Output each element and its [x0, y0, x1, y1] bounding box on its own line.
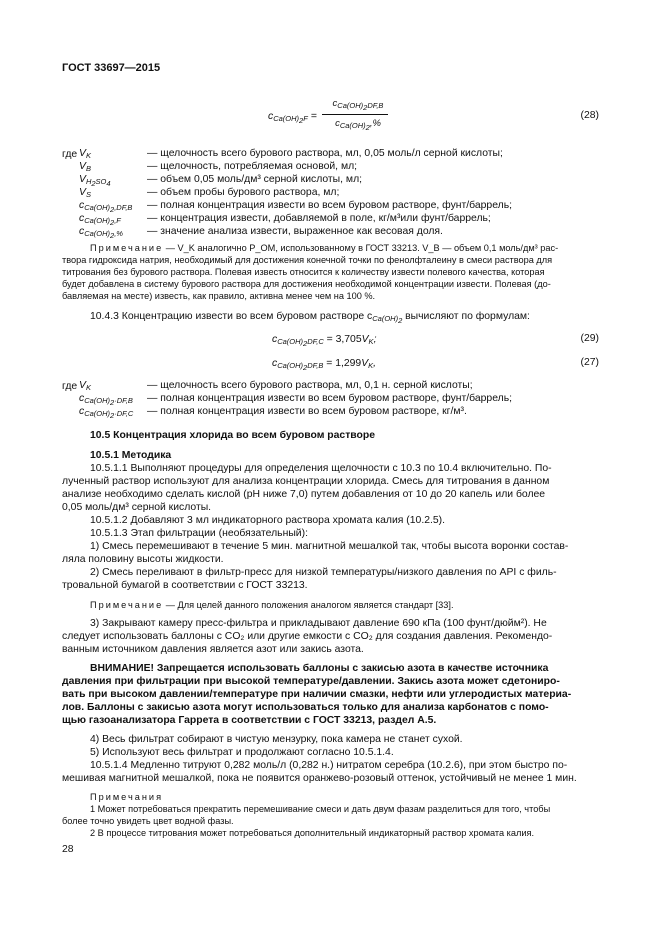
- warning-l4: лов. Баллоны с закисью азота могут использоваться только для анализа карбонатов с помо-: [62, 702, 549, 713]
- def-c-f: — концентрация извести, добавляемой в поле, кг/м³или фунт/баррель;: [147, 213, 491, 224]
- eq28-denominator: $c_{Ca(OH)_2},\%$: [335, 118, 381, 132]
- step2-l1: 2) Смесь переливают в фильтр-пресс для низкой температуры/низкого давления по API с филь-: [90, 567, 557, 578]
- sym-vs: $V_S$: [79, 187, 91, 199]
- note1-line1: Примечание — V_K аналогично P_OM, использованному в ГОСТ 33213. V_B — объем 0,1 моль/дм³ рас-: [90, 243, 559, 253]
- sym-vh2so4: $V_{H_2SO_4}$: [79, 174, 111, 188]
- note1-line3: титрования без бурового раствора. Полевая известь относится к количеству извести полевого качества, которая: [62, 267, 545, 277]
- warning-l2: давления при фильтрации при высокой температуре/давлении. Закись азота может сдетониро-: [62, 676, 560, 687]
- sym-c-pct: $c_{Ca(OH)_2,\%}$: [79, 226, 123, 240]
- para-10-5-1-4-l1: 10.5.1.4 Медленно титруют 0,282 моль/л (0,282 н.) нитратом серебра (10.2.6), при этом быстро по-: [90, 760, 568, 771]
- notes3-item1-l2: более точно увидеть цвет водной фазы.: [62, 816, 234, 826]
- warning-l1: ВНИМАНИЕ! Запрещается использовать баллоны с закисью азота в качестве источника: [90, 663, 549, 674]
- step1-l2: ляла половину высоты жидкости.: [62, 554, 224, 565]
- where-label: где: [62, 149, 78, 160]
- sym-c-f: $c_{Ca(OH)_2,F}$: [79, 213, 121, 227]
- warning-l3: вать при высоком давлении/температуре при наличии смазки, нефти или углеродистых материа-: [62, 689, 572, 700]
- sym-vb: $V_B$: [79, 161, 91, 173]
- sym-vk: $V_K$: [79, 148, 91, 160]
- eq28-fraction-line: [322, 114, 388, 115]
- step5: 5) Используют весь фильтрат и продолжают согласно 10.5.1.4.: [90, 747, 394, 758]
- sym2-c-dfb: $c_{Ca(OH)_2\cdot DF,B}$: [79, 393, 133, 407]
- para-10-4-3: 10.4.3 Концентрацию извести во всем буровом растворе $c_{Ca(OH)_2}$ вычисляют по формулам:: [90, 311, 530, 325]
- para-10-5-1-1-l2: лученный раствор используют для анализа концентрации хлорида. Смесь для титрования в данном: [62, 476, 550, 487]
- eq27-number: (27): [580, 357, 599, 368]
- eq29-number: (29): [580, 333, 599, 344]
- eq27: $c_{Ca(OH)_2DF,B} = 1,299V_K$,: [272, 358, 377, 372]
- eq28-lhs: $c_{Ca(OH)_2F}$ =: [268, 111, 317, 125]
- warning-l5: щью газоанализатора Гаррета в соответствии с ГОСТ 33213, раздел А.5.: [62, 715, 437, 726]
- eq28-numerator: $c_{Ca(OH)_2DF,B}$: [332, 98, 384, 112]
- where2-label: где: [62, 381, 78, 392]
- def2-c-dfc: — полная концентрация извести во всем буровом растворе, кг/м³.: [147, 406, 467, 417]
- para-10-5-1-1-l1: 10.5.1.1 Выполняют процедуры для определения щелочности с 10.3 по 10.4 включительно. По-: [90, 463, 552, 474]
- document-header: ГОСТ 33697—2015: [62, 62, 161, 74]
- notes3-item2: 2 В процессе титрования может потребоваться дополнительный индикаторный раствор хромата калия.: [90, 828, 535, 838]
- step3-l2: следует использовать баллоны с CO₂ или другие емкости с CO₂ для создания давления. Рекомендо-: [62, 631, 553, 642]
- notes3-item1-l1: 1 Может потребоваться прекратить перемешивание смеси и дать двум фазам разделиться для того, чтобы: [90, 804, 551, 814]
- note2: Примечание — Для целей данного положения аналогом является стандарт [33].: [90, 600, 454, 610]
- def-vb: — щелочность, потребляемая основой, мл;: [147, 161, 358, 172]
- eq29: $c_{Ca(OH)_2DF,C} = 3,705V_K$;: [272, 334, 377, 348]
- para-10-5-1-4-l2: мешивая магнитной мешалкой, пока не появится оранжево-розовый оттенок, устойчивый не менее 1 мин.: [62, 773, 577, 784]
- page-number: 28: [62, 844, 74, 855]
- heading-10-5: 10.5 Концентрация хлорида во всем буровом растворе: [90, 430, 376, 441]
- step1-l1: 1) Смесь перемешивают в течение 5 мин. магнитной мешалкой так, чтобы высота воронки состав-: [90, 541, 569, 552]
- step3-l3: ванным источником давления является азот или закись азота.: [62, 644, 364, 655]
- notes3-label: Примечания: [90, 792, 164, 802]
- def-vh2so4: — объем 0,05 моль/дм³ серной кислоты, мл;: [147, 174, 363, 185]
- heading-10-5-1: 10.5.1 Методика: [90, 450, 172, 461]
- note1-line5: бавляемая на месте) известь, как правило, активна менее чем на 100 %.: [62, 291, 376, 301]
- sym2-c-dfc: $c_{Ca(OH)_2\cdot DF,C}$: [79, 406, 134, 420]
- eq28-number: (28): [580, 110, 599, 121]
- para-10-5-1-1-l3: анализе необходимо сделать кислой (pH ниже 7,0) путем добавления от 10 до 20 капель или более: [62, 489, 546, 500]
- def2-c-dfb: — полная концентрация извести во всем буровом растворе, фунт/баррель;: [147, 393, 512, 404]
- step3-l1: 3) Закрывают камеру пресс-фильтра и прикладывают давление 690 кПа (100 фунт/дюйм²). Не: [90, 618, 547, 629]
- def2-vk: — щелочность всего бурового раствора, мл, 0,1 н. серной кислоты;: [147, 380, 473, 391]
- sym-c-dfb: $c_{Ca(OH)_2,DF,B}$: [79, 200, 133, 214]
- def-vs: — объем пробы бурового раствора, мл;: [147, 187, 340, 198]
- def-vk: — щелочность всего бурового раствора, мл, 0,05 моль/л серной кислоты;: [147, 148, 503, 159]
- def-c-pct: — значение анализа извести, выраженное как весовая доля.: [147, 226, 443, 237]
- def-c-dfb: — полная концентрация извести во всем буровом растворе, фунт/баррель;: [147, 200, 512, 211]
- note1-line4: будет добавлена в систему бурового раствора для достижения необходимой концентрации извести. Полевая (до-: [62, 279, 551, 289]
- note1-line2: твора гидроксида натрия, необходимый для достижения конечной точки по фенолфталеину в смеси раствора для: [62, 255, 553, 265]
- step2-l2: тровальной бумагой в соответствии с ГОСТ 33213.: [62, 580, 308, 591]
- step4: 4) Весь фильтрат собирают в чистую мензурку, пока камера не станет сухой.: [90, 734, 463, 745]
- para-10-5-1-2: 10.5.1.2 Добавляют 3 мл индикаторного раствора хромата калия (10.2.5).: [90, 515, 446, 526]
- para-10-5-1-1-l4: 0,05 моль/дм³ серной кислоты.: [62, 502, 212, 513]
- para-10-5-1-3: 10.5.1.3 Этап фильтрации (необязательный):: [90, 528, 308, 539]
- sym2-vk: $V_K$: [79, 380, 91, 392]
